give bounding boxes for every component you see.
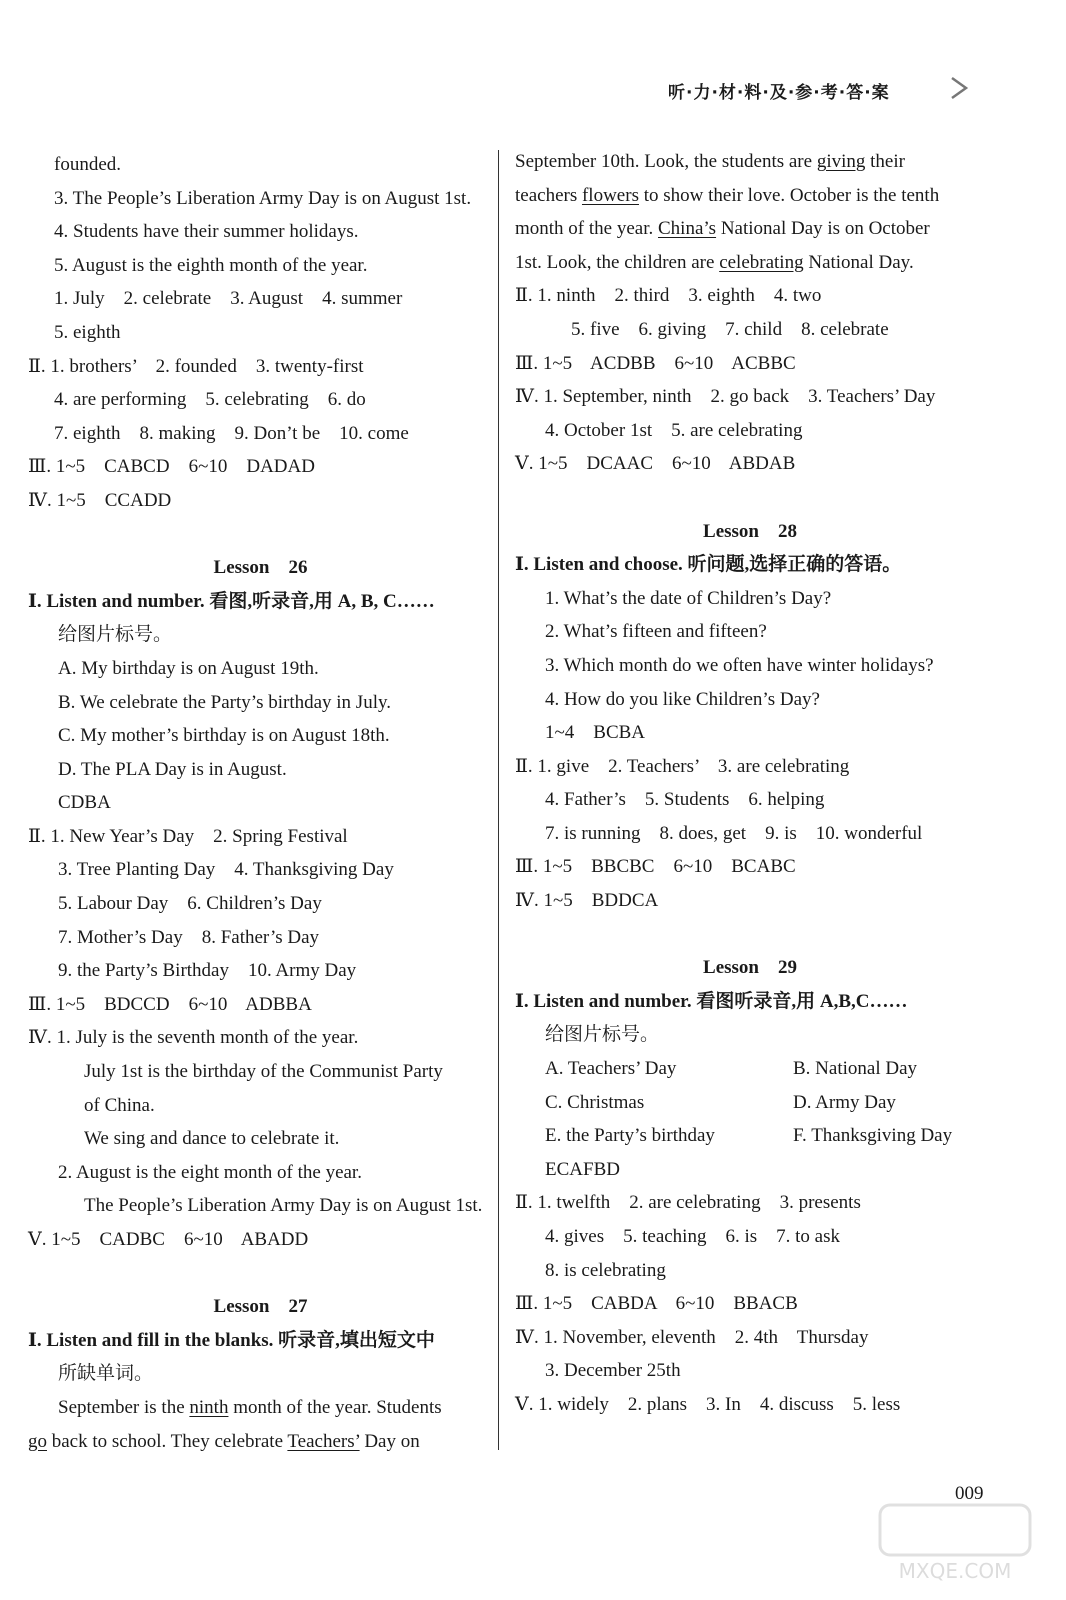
answer-line: 7. eighth 8. making 9. Don’t be 10. come	[54, 422, 409, 444]
answer-line: Ⅳ. 1. July is the seventh month of the year.	[28, 1027, 359, 1049]
answer-line: 4. Students have their summer holidays.	[54, 221, 359, 243]
answer-line: B. We celebrate the Party’s birthday in July.	[58, 691, 392, 713]
answer-line: ECAFBD	[545, 1158, 620, 1180]
answer-line: Ⅳ. 1~5 CCADD	[28, 489, 172, 511]
answer-line: 1. July 2. celebrate 3. August 4. summer	[54, 288, 403, 310]
watermark-logo	[870, 1500, 1040, 1590]
header-title: 听·力·材·料·及·参·考·答·案	[668, 83, 890, 103]
option-row: C. Christmas D. Army Day	[545, 1091, 896, 1113]
answer-line: 3. December 25th	[545, 1360, 681, 1382]
answer-line: Ⅲ. 1~5 CABDA 6~10 BBACB	[515, 1293, 798, 1315]
answer-line: 7. Mother’s Day 8. Father’s Day	[58, 926, 320, 948]
answer-line: The People’s Liberation Army Day is on August 1st.	[84, 1195, 483, 1217]
answer-line: Ⅲ. 1~5 BBCBC 6~10 BCABC	[515, 856, 796, 878]
answer-line: 4. October 1st 5. are celebrating	[545, 419, 803, 441]
answer-line	[515, 481, 985, 515]
answer-line: 5. eighth	[54, 321, 121, 343]
answer-line	[28, 1257, 493, 1291]
answer-line: 4. are performing 5. celebrating 6. do	[54, 389, 366, 411]
lesson-heading: Lesson 26	[213, 557, 308, 579]
column-divider	[498, 150, 499, 1450]
answer-line: A. My birthday is on August 19th.	[58, 657, 319, 679]
answer-line: 给图片标号。	[58, 624, 173, 646]
lesson-heading: Lesson 29	[703, 957, 797, 979]
answer-line: Ⅰ. Listen and fill in the blanks. 听录音,填出短文中	[28, 1329, 435, 1351]
answer-line: Ⅲ. 1~5 CABCD 6~10 DADAD	[28, 456, 315, 478]
answer-line: 4. gives 5. teaching 6. is 7. to ask	[545, 1226, 840, 1247]
answer-line: Ⅱ. 1. ninth 2. third 3. eighth 4. two	[515, 285, 822, 307]
lesson-heading: Lesson 27	[213, 1296, 308, 1318]
passage-line: September is the ninth month of the year. Students	[58, 1396, 442, 1418]
passage-line: teachers flowers to show their love. October is the tenth	[515, 184, 940, 206]
answer-line: D. The PLA Day is in August.	[58, 758, 287, 780]
answer-line: 9. the Party’s Birthday 10. Army Day	[58, 960, 357, 982]
answer-line: 2. What’s fifteen and fifteen?	[545, 621, 767, 643]
answer-line: July 1st is the birthday of the Communist Party	[84, 1061, 443, 1083]
answer-line: Ⅳ. 1. September, ninth 2. go back 3. Teachers’ Day	[515, 386, 936, 408]
passage-line: 1st. Look, the children are celebrating National Day.	[515, 251, 914, 273]
answer-line: 4. Father’s 5. Students 6. helping	[545, 789, 825, 811]
passage-line: go back to school. They celebrate Teachers’ Day on	[28, 1430, 420, 1452]
passage-line: month of the year. China’s National Day is on October	[515, 218, 930, 240]
answer-line: Ⅲ. 1~5 ACDBB 6~10 ACBBC	[515, 352, 796, 374]
answer-line: Ⅰ. Listen and choose. 听问题,选择正确的答语。	[515, 554, 902, 576]
passage-line: September 10th. Look, the students are giving their	[515, 151, 905, 172]
answer-line: 1~4 BCBA	[545, 722, 646, 744]
right-column	[515, 145, 985, 1422]
answer-line: C. My mother’s birthday is on August 18th.	[58, 725, 390, 747]
answer-line: CDBA	[58, 792, 111, 814]
answer-line: 5. five 6. giving 7. child 8. celebrate	[571, 318, 889, 340]
chevron-right-icon	[946, 76, 970, 100]
page-number: 009	[955, 1483, 984, 1504]
answer-line: Ⅴ. 1~5 CADBC 6~10 ABADD	[28, 1229, 309, 1250]
answer-line: Ⅳ. 1~5 BDDCA	[515, 890, 659, 912]
answer-line: 4. How do you like Children’s Day?	[545, 688, 820, 710]
answer-line	[515, 918, 985, 952]
answer-line: of China.	[84, 1094, 155, 1116]
option-row: A. Teachers’ Day B. National Day	[545, 1058, 918, 1080]
answer-line: Ⅰ. Listen and number. 看图,听录音,用 A, B, C……	[28, 590, 435, 612]
answer-line: 2. August is the eight month of the year.	[58, 1161, 362, 1183]
option-row: E. the Party’s birthday F. Thanksgiving Day	[545, 1125, 953, 1147]
answer-line: 3. The People’s Liberation Army Day is on August 1st.	[54, 187, 472, 209]
answer-line: 3. Which month do we often have winter holidays?	[545, 654, 934, 676]
answer-line: 3. Tree Planting Day 4. Thanksgiving Day	[58, 859, 394, 881]
answer-line: 7. is running 8. does, get 9. is 10. wonderful	[545, 822, 923, 844]
answer-line: We sing and dance to celebrate it.	[84, 1128, 340, 1150]
answer-line: 5. Labour Day 6. Children’s Day	[58, 893, 322, 915]
answer-line: Ⅴ. 1. widely 2. plans 3. In 4. discuss 5. less	[515, 1393, 901, 1415]
answer-line: founded.	[54, 154, 122, 175]
svg-text:MXQE.COM: MXQE.COM	[898, 1559, 1012, 1583]
answer-line: 给图片标号。	[545, 1024, 660, 1046]
answer-line: Ⅰ. Listen and number. 看图听录音,用 A,B,C……	[515, 990, 908, 1012]
answer-line: Ⅱ. 1. brothers’ 2. founded 3. twenty-first	[28, 355, 364, 377]
answer-line: 5. August is the eighth month of the year.	[54, 254, 368, 276]
lesson-heading: Lesson 28	[703, 520, 797, 542]
left-column	[28, 148, 493, 1458]
answer-line: Ⅱ. 1. twelfth 2. are celebrating 3. presents	[515, 1192, 861, 1214]
answer-line	[28, 518, 493, 552]
answer-line: Ⅱ. 1. New Year’s Day 2. Spring Festival	[28, 825, 348, 847]
answer-line: Ⅱ. 1. give 2. Teachers’ 3. are celebrating	[515, 755, 850, 777]
answer-line: Ⅳ. 1. November, eleventh 2. 4th Thursday	[515, 1326, 869, 1348]
answer-line: Ⅲ. 1~5 BDCCD 6~10 ADBBA	[28, 993, 312, 1015]
answer-line: 8. is celebrating	[545, 1259, 666, 1281]
answer-line: Ⅴ. 1~5 DCAAC 6~10 ABDAB	[515, 453, 796, 475]
answer-line: 1. What’s the date of Children’s Day?	[545, 587, 832, 609]
answer-line: 所缺单词。	[58, 1363, 154, 1385]
